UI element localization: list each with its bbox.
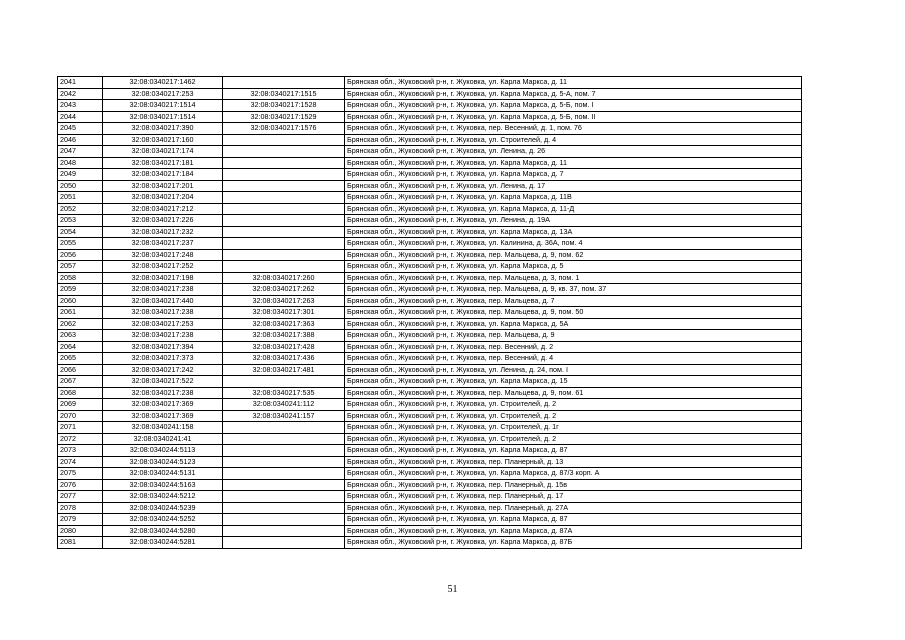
address-cell: Брянская обл., Жуковский р-н, г. Жуковка, ул. Карла Маркса, д. 87 bbox=[345, 445, 802, 457]
registry-table-body bbox=[58, 77, 802, 549]
address-cell: Брянская обл., Жуковский р-н, г. Жуковка, ул. Ленина, д. 19А bbox=[345, 215, 802, 227]
address-cell: Брянская обл., Жуковский р-н, г. Жуковка, пер. Планерный, д. 17 bbox=[345, 491, 802, 503]
cadastral-number-cell: 32:08:0340244:5212 bbox=[103, 491, 223, 503]
row-number-cell: 2058 bbox=[58, 272, 103, 284]
table-row bbox=[58, 491, 802, 503]
table-row bbox=[58, 295, 802, 307]
address-cell: Брянская обл., Жуковский р-н, г. Жуковка, ул. Ленина, д. 26 bbox=[345, 146, 802, 158]
related-cadastral-number-cell bbox=[223, 146, 345, 158]
related-cadastral-number-cell bbox=[223, 203, 345, 215]
cadastral-number-cell: 32:08:0340217:522 bbox=[103, 376, 223, 388]
address-cell: Брянская обл., Жуковский р-н, г. Жуковка, ул. Карла Маркса, д. 11В bbox=[345, 192, 802, 204]
row-number-cell: 2042 bbox=[58, 88, 103, 100]
related-cadastral-number-cell bbox=[223, 456, 345, 468]
address-cell: Брянская обл., Жуковский р-н, г. Жуковка, ул. Карла Маркса, д. 5 bbox=[345, 261, 802, 273]
related-cadastral-number-cell: 32:08:0340217:388 bbox=[223, 330, 345, 342]
table-row bbox=[58, 169, 802, 181]
cadastral-number-cell: 32:08:0340217:390 bbox=[103, 123, 223, 135]
cadastral-number-cell: 32:08:0340244:5123 bbox=[103, 456, 223, 468]
table-row bbox=[58, 514, 802, 526]
address-cell: Брянская обл., Жуковский р-н, г. Жуковка, ул. Строителей, д. 2 bbox=[345, 399, 802, 411]
cadastral-number-cell: 32:08:0340244:5131 bbox=[103, 468, 223, 480]
table-row bbox=[58, 88, 802, 100]
cadastral-number-cell: 32:08:0340217:212 bbox=[103, 203, 223, 215]
row-number-cell: 2061 bbox=[58, 307, 103, 319]
related-cadastral-number-cell: 32:08:0340217:481 bbox=[223, 364, 345, 376]
cadastral-number-cell: 32:08:0340217:198 bbox=[103, 272, 223, 284]
cadastral-number-cell: 32:08:0340217:1462 bbox=[103, 77, 223, 89]
table-row bbox=[58, 249, 802, 261]
row-number-cell: 2069 bbox=[58, 399, 103, 411]
address-cell: Брянская обл., Жуковский р-н, г. Жуковка, пер. Планерный, д. 15в bbox=[345, 479, 802, 491]
row-number-cell: 2050 bbox=[58, 180, 103, 192]
related-cadastral-number-cell: 32:08:0340217:535 bbox=[223, 387, 345, 399]
address-cell: Брянская обл., Жуковский р-н, г. Жуковка, ул. Карла Маркса, д. 87 bbox=[345, 514, 802, 526]
table-row bbox=[58, 364, 802, 376]
related-cadastral-number-cell: 32:08:0340217:301 bbox=[223, 307, 345, 319]
cadastral-number-cell: 32:08:0340217:253 bbox=[103, 318, 223, 330]
row-number-cell: 2068 bbox=[58, 387, 103, 399]
table-row bbox=[58, 456, 802, 468]
related-cadastral-number-cell bbox=[223, 215, 345, 227]
address-cell: Брянская обл., Жуковский р-н, г. Жуковка, ул. Карла Маркса, д. 5-Б, пом. I bbox=[345, 100, 802, 112]
related-cadastral-number-cell bbox=[223, 525, 345, 537]
row-number-cell: 2041 bbox=[58, 77, 103, 89]
row-number-cell: 2053 bbox=[58, 215, 103, 227]
row-number-cell: 2059 bbox=[58, 284, 103, 296]
cadastral-number-cell: 32:08:0340217:242 bbox=[103, 364, 223, 376]
cadastral-number-cell: 32:08:0340217:252 bbox=[103, 261, 223, 273]
related-cadastral-number-cell: 32:08:0340217:1528 bbox=[223, 100, 345, 112]
related-cadastral-number-cell: 32:08:0340217:263 bbox=[223, 295, 345, 307]
address-cell: Брянская обл., Жуковский р-н, г. Жуковка, пер. Весенний, д. 4 bbox=[345, 353, 802, 365]
address-cell: Брянская обл., Жуковский р-н, г. Жуковка, пер. Мальцева, д. 3, пом. 1 bbox=[345, 272, 802, 284]
address-cell: Брянская обл., Жуковский р-н, г. Жуковка, ул. Ленина, д. 17 bbox=[345, 180, 802, 192]
table-row bbox=[58, 376, 802, 388]
related-cadastral-number-cell bbox=[223, 192, 345, 204]
table-row bbox=[58, 307, 802, 319]
address-cell: Брянская обл., Жуковский р-н, г. Жуковка, пер. Планерный, д. 27А bbox=[345, 502, 802, 514]
cadastral-number-cell: 32:08:0340217:232 bbox=[103, 226, 223, 238]
table-row bbox=[58, 445, 802, 457]
cadastral-number-cell: 32:08:0340217:237 bbox=[103, 238, 223, 250]
cadastral-number-cell: 32:08:0340217:253 bbox=[103, 88, 223, 100]
table-row bbox=[58, 537, 802, 549]
table-row bbox=[58, 272, 802, 284]
row-number-cell: 2045 bbox=[58, 123, 103, 135]
table-row bbox=[58, 157, 802, 169]
related-cadastral-number-cell bbox=[223, 479, 345, 491]
table-row bbox=[58, 146, 802, 158]
row-number-cell: 2076 bbox=[58, 479, 103, 491]
address-cell: Брянская обл., Жуковский р-н, г. Жуковка, пер. Планерный, д. 13 bbox=[345, 456, 802, 468]
row-number-cell: 2078 bbox=[58, 502, 103, 514]
cadastral-number-cell: 32:08:0340217:238 bbox=[103, 307, 223, 319]
row-number-cell: 2057 bbox=[58, 261, 103, 273]
table-row bbox=[58, 399, 802, 411]
related-cadastral-number-cell bbox=[223, 238, 345, 250]
table-row bbox=[58, 341, 802, 353]
row-number-cell: 2064 bbox=[58, 341, 103, 353]
address-cell: Брянская обл., Жуковский р-н, г. Жуковка, ул. Карла Маркса, д. 5-А, пом. 7 bbox=[345, 88, 802, 100]
row-number-cell: 2047 bbox=[58, 146, 103, 158]
related-cadastral-number-cell: 32:08:0340217:1529 bbox=[223, 111, 345, 123]
address-cell: Брянская обл., Жуковский р-н, г. Жуковка, ул. Карла Маркса, д. 11-Д bbox=[345, 203, 802, 215]
table-row bbox=[58, 422, 802, 434]
address-cell: Брянская обл., Жуковский р-н, г. Жуковка, ул. Ленина, д. 24, пом. I bbox=[345, 364, 802, 376]
page-number: 51 bbox=[447, 584, 458, 595]
related-cadastral-number-cell bbox=[223, 261, 345, 273]
related-cadastral-number-cell: 32:08:0340217:262 bbox=[223, 284, 345, 296]
cadastral-number-cell: 32:08:0340217:238 bbox=[103, 330, 223, 342]
cadastral-number-cell: 32:08:0340217:1514 bbox=[103, 100, 223, 112]
related-cadastral-number-cell bbox=[223, 445, 345, 457]
row-number-cell: 2052 bbox=[58, 203, 103, 215]
row-number-cell: 2079 bbox=[58, 514, 103, 526]
row-number-cell: 2043 bbox=[58, 100, 103, 112]
cadastral-number-cell: 32:08:0340217:373 bbox=[103, 353, 223, 365]
related-cadastral-number-cell: 32:08:0340217:363 bbox=[223, 318, 345, 330]
cadastral-number-cell: 32:08:0340217:204 bbox=[103, 192, 223, 204]
table-row bbox=[58, 479, 802, 491]
cadastral-number-cell: 32:08:0340217:184 bbox=[103, 169, 223, 181]
table-row bbox=[58, 468, 802, 480]
table-row bbox=[58, 123, 802, 135]
address-cell: Брянская обл., Жуковский р-н, г. Жуковка, ул. Строителей, д. 2 bbox=[345, 410, 802, 422]
table-row bbox=[58, 433, 802, 445]
row-number-cell: 2072 bbox=[58, 433, 103, 445]
cadastral-number-cell: 32:08:0340217:440 bbox=[103, 295, 223, 307]
row-number-cell: 2071 bbox=[58, 422, 103, 434]
related-cadastral-number-cell bbox=[223, 537, 345, 549]
related-cadastral-number-cell: 32:08:0340241:112 bbox=[223, 399, 345, 411]
table-row bbox=[58, 203, 802, 215]
address-cell: Брянская обл., Жуковский р-н, г. Жуковка, пер. Весенний, д. 1, пом. 76 bbox=[345, 123, 802, 135]
address-cell: Брянская обл., Жуковский р-н, г. Жуковка, ул. Строителей, д. 1г bbox=[345, 422, 802, 434]
row-number-cell: 2054 bbox=[58, 226, 103, 238]
cadastral-number-cell: 32:08:0340217:238 bbox=[103, 387, 223, 399]
related-cadastral-number-cell: 32:08:0340241:157 bbox=[223, 410, 345, 422]
address-cell: Брянская обл., Жуковский р-н, г. Жуковка, ул. Карла Маркса, д. 5А bbox=[345, 318, 802, 330]
cadastral-number-cell: 32:08:0340241:41 bbox=[103, 433, 223, 445]
address-cell: Брянская обл., Жуковский р-н, г. Жуковка, ул. Карла Маркса, д. 87А bbox=[345, 525, 802, 537]
related-cadastral-number-cell bbox=[223, 249, 345, 261]
table-row bbox=[58, 100, 802, 112]
row-number-cell: 2073 bbox=[58, 445, 103, 457]
related-cadastral-number-cell bbox=[223, 169, 345, 181]
row-number-cell: 2063 bbox=[58, 330, 103, 342]
address-cell: Брянская обл., Жуковский р-н, г. Жуковка, ул. Карла Маркса, д. 11 bbox=[345, 77, 802, 89]
table-row bbox=[58, 261, 802, 273]
address-cell: Брянская обл., Жуковский р-н, г. Жуковка, ул. Калинина, д. 36А, пом. 4 bbox=[345, 238, 802, 250]
address-cell: Брянская обл., Жуковский р-н, г. Жуковка, пер. Мальцева, д. 9, пом. 62 bbox=[345, 249, 802, 261]
row-number-cell: 2066 bbox=[58, 364, 103, 376]
related-cadastral-number-cell bbox=[223, 376, 345, 388]
row-number-cell: 2055 bbox=[58, 238, 103, 250]
table-row bbox=[58, 318, 802, 330]
row-number-cell: 2067 bbox=[58, 376, 103, 388]
related-cadastral-number-cell bbox=[223, 226, 345, 238]
row-number-cell: 2056 bbox=[58, 249, 103, 261]
address-cell: Брянская обл., Жуковский р-н, г. Жуковка, ул. Карла Маркса, д. 5-Б, пом. II bbox=[345, 111, 802, 123]
table-row bbox=[58, 226, 802, 238]
cadastral-number-cell: 32:08:0340244:5252 bbox=[103, 514, 223, 526]
related-cadastral-number-cell bbox=[223, 180, 345, 192]
cadastral-number-cell: 32:08:0340217:181 bbox=[103, 157, 223, 169]
related-cadastral-number-cell bbox=[223, 422, 345, 434]
row-number-cell: 2051 bbox=[58, 192, 103, 204]
table-row bbox=[58, 134, 802, 146]
address-cell: Брянская обл., Жуковский р-н, г. Жуковка, пер. Мальцева, д. 9, пом. 50 bbox=[345, 307, 802, 319]
cadastral-number-cell: 32:08:0340217:238 bbox=[103, 284, 223, 296]
related-cadastral-number-cell bbox=[223, 433, 345, 445]
row-number-cell: 2060 bbox=[58, 295, 103, 307]
address-cell: Брянская обл., Жуковский р-н, г. Жуковка, пер. Мальцева, д. 9, кв. 37, пом. 37 bbox=[345, 284, 802, 296]
cadastral-number-cell: 32:08:0340217:369 bbox=[103, 410, 223, 422]
address-cell: Брянская обл., Жуковский р-н, г. Жуковка, ул. Карла Маркса, д. 15 bbox=[345, 376, 802, 388]
related-cadastral-number-cell bbox=[223, 77, 345, 89]
address-cell: Брянская обл., Жуковский р-н, г. Жуковка, ул. Карла Маркса, д. 11 bbox=[345, 157, 802, 169]
table-row bbox=[58, 502, 802, 514]
related-cadastral-number-cell: 32:08:0340217:436 bbox=[223, 353, 345, 365]
row-number-cell: 2080 bbox=[58, 525, 103, 537]
table-row bbox=[58, 353, 802, 365]
table-row bbox=[58, 111, 802, 123]
related-cadastral-number-cell: 32:08:0340217:1515 bbox=[223, 88, 345, 100]
address-cell: Брянская обл., Жуковский р-н, г. Жуковка, пер. Весенний, д. 2 bbox=[345, 341, 802, 353]
cadastral-number-cell: 32:08:0340244:5281 bbox=[103, 537, 223, 549]
cadastral-number-cell: 32:08:0340244:5163 bbox=[103, 479, 223, 491]
row-number-cell: 2065 bbox=[58, 353, 103, 365]
related-cadastral-number-cell bbox=[223, 491, 345, 503]
related-cadastral-number-cell bbox=[223, 502, 345, 514]
table-row bbox=[58, 215, 802, 227]
cadastral-number-cell: 32:08:0340217:248 bbox=[103, 249, 223, 261]
row-number-cell: 2074 bbox=[58, 456, 103, 468]
related-cadastral-number-cell bbox=[223, 468, 345, 480]
cadastral-number-cell: 32:08:0340241:158 bbox=[103, 422, 223, 434]
related-cadastral-number-cell: 32:08:0340217:1576 bbox=[223, 123, 345, 135]
cadastral-number-cell: 32:08:0340244:5239 bbox=[103, 502, 223, 514]
table-row bbox=[58, 330, 802, 342]
cadastral-number-cell: 32:08:0340217:160 bbox=[103, 134, 223, 146]
address-cell: Брянская обл., Жуковский р-н, г. Жуковка, пер. Мальцева, д. 9 bbox=[345, 330, 802, 342]
table-row bbox=[58, 192, 802, 204]
table-row bbox=[58, 238, 802, 250]
table-row bbox=[58, 387, 802, 399]
address-cell: Брянская обл., Жуковский р-н, г. Жуковка, ул. Карла Маркса, д. 7 bbox=[345, 169, 802, 181]
table-row bbox=[58, 180, 802, 192]
address-cell: Брянская обл., Жуковский р-н, г. Жуковка, ул. Карла Маркса, д. 13А bbox=[345, 226, 802, 238]
row-number-cell: 2070 bbox=[58, 410, 103, 422]
row-number-cell: 2075 bbox=[58, 468, 103, 480]
address-cell: Брянская обл., Жуковский р-н, г. Жуковка, ул. Карла Маркса, д. 87/3 корп. А bbox=[345, 468, 802, 480]
related-cadastral-number-cell: 32:08:0340217:428 bbox=[223, 341, 345, 353]
row-number-cell: 2048 bbox=[58, 157, 103, 169]
table-row bbox=[58, 410, 802, 422]
cadastral-number-cell: 32:08:0340217:394 bbox=[103, 341, 223, 353]
cadastral-number-cell: 32:08:0340217:174 bbox=[103, 146, 223, 158]
table-row bbox=[58, 77, 802, 89]
table-row bbox=[58, 525, 802, 537]
property-registry-table bbox=[57, 76, 802, 549]
cadastral-number-cell: 32:08:0340217:1514 bbox=[103, 111, 223, 123]
cadastral-number-cell: 32:08:0340217:369 bbox=[103, 399, 223, 411]
address-cell: Брянская обл., Жуковский р-н, г. Жуковка, ул. Строителей, д. 4 bbox=[345, 134, 802, 146]
address-cell: Брянская обл., Жуковский р-н, г. Жуковка, ул. Строителей, д. 2 bbox=[345, 433, 802, 445]
row-number-cell: 2062 bbox=[58, 318, 103, 330]
row-number-cell: 2077 bbox=[58, 491, 103, 503]
row-number-cell: 2081 bbox=[58, 537, 103, 549]
cadastral-number-cell: 32:08:0340217:201 bbox=[103, 180, 223, 192]
row-number-cell: 2044 bbox=[58, 111, 103, 123]
related-cadastral-number-cell: 32:08:0340217:260 bbox=[223, 272, 345, 284]
cadastral-number-cell: 32:08:0340244:5113 bbox=[103, 445, 223, 457]
cadastral-number-cell: 32:08:0340244:5280 bbox=[103, 525, 223, 537]
table-row bbox=[58, 284, 802, 296]
address-cell: Брянская обл., Жуковский р-н, г. Жуковка, пер. Мальцева, д. 7 bbox=[345, 295, 802, 307]
row-number-cell: 2046 bbox=[58, 134, 103, 146]
related-cadastral-number-cell bbox=[223, 157, 345, 169]
related-cadastral-number-cell bbox=[223, 514, 345, 526]
row-number-cell: 2049 bbox=[58, 169, 103, 181]
related-cadastral-number-cell bbox=[223, 134, 345, 146]
cadastral-number-cell: 32:08:0340217:226 bbox=[103, 215, 223, 227]
address-cell: Брянская обл., Жуковский р-н, г. Жуковка, ул. Карла Маркса, д. 87Б bbox=[345, 537, 802, 549]
address-cell: Брянская обл., Жуковский р-н, г. Жуковка, пер. Мальцева, д. 9, пом. 61 bbox=[345, 387, 802, 399]
